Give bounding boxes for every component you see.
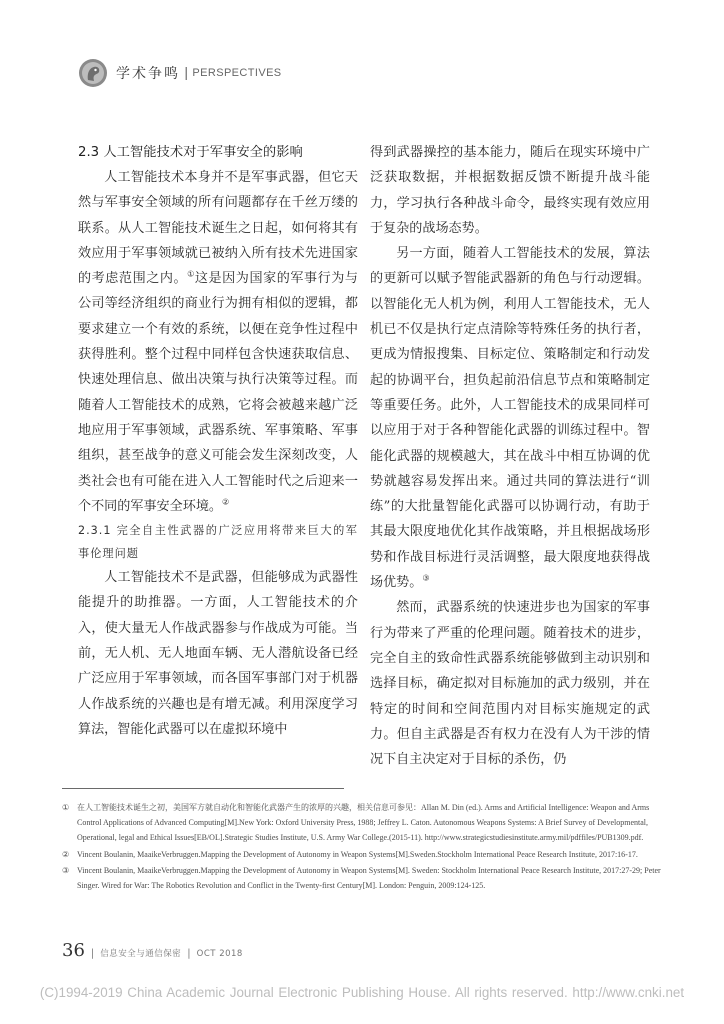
footnote-number: ① xyxy=(62,803,70,812)
footnote-text: Vincent Boulanin, MaaikeVerbruggen.Mapping the Development of Autonomy in Weapon Systems[M]. Sweden: Stockholm International Peace Research Institute, 2017:27-29; Peter Singer. Wired for War: The Robotics Revolution and Conflict in the Twenty-first Century[M]. London: Penguin, 2009:124-125. xyxy=(77,865,661,891)
footnote xyxy=(62,800,666,846)
section-title: 学术争鸣 xyxy=(116,66,180,82)
journal-logo-icon xyxy=(78,58,108,88)
page-number: 36 xyxy=(62,940,85,961)
paragraph xyxy=(370,241,650,595)
footnote-text: Vincent Boulanin, MaaikeVerbruggen.Mapping the Development of Autonomy in Weapon Systems[M].Sweden.Stockholm International Peace Research Institute, 2017:16-17. xyxy=(77,849,638,859)
page-footer xyxy=(62,940,243,961)
issue-date: OCT 2018 xyxy=(196,949,243,959)
left-column xyxy=(78,140,358,742)
paragraph-text: 人工智能技术本身并不是军事武器，但它天然与军事安全领域的所有问题都存在千丝万缕的联系。从人工智能技术诞生之日起，如何将其有效应用于军事领域就已被纳入所有技术先进国家的考虑范围之内。 xyxy=(78,170,358,287)
footer-separator: | xyxy=(90,948,95,959)
subsection-heading: 2.3.1 完全自主性武器的广泛应用将带来巨大的军事伦理问题 xyxy=(78,524,358,561)
footnote xyxy=(62,863,666,893)
running-header xyxy=(78,50,282,96)
copyright-watermark: (C)1994-2019 China Academic Journal Electronic Publishing House. All rights reserved. http://www.cnki.net xyxy=(39,985,685,1000)
footnote-ref[interactable]: ③ xyxy=(422,573,430,583)
footnote-number: ③ xyxy=(62,865,70,875)
footnotes xyxy=(62,800,666,894)
section-subtitle: PERSPECTIVES xyxy=(192,67,282,79)
footnote-text: 在人工智能技术诞生之初，美国军方就自动化和智能化武器产生的浓厚的兴趣，相关信息可参见：Allan M. Din (ed.). Arms and Artificial Intelligence: Weapon and Arms Control Applications of Advanced Computing[M].New York: Oxford University Press, 1988; Jeffrey L. Caton. Autonomous Weapons Systems: A Brief Survey of Developmental, Operational, legal and Ethical Issues[EB/OL].Strategic Studies Institute, U.S. Army War College.(2015-11). http://www.strategicstudiesinstitute.army.mil/pdffiles/PUB1309.pdf. xyxy=(77,803,650,843)
journal-name: 信息安全与通信保密 xyxy=(100,949,182,959)
footnote-number: ② xyxy=(62,849,70,859)
paragraph-continued: 得到武器操控的基本能力，随后在现实环境中广泛获取数据，并根据数据反馈不断提升战斗能力，学习执行各种战斗命令，最终实现有效应用于复杂的战场态势。 xyxy=(370,145,650,236)
footer-separator: | xyxy=(187,948,191,959)
section-heading: 2.3 人工智能技术对于军事安全的影响 xyxy=(78,145,303,160)
paragraph: 然而，武器系统的快速进步也为国家的军事行为带来了严重的伦理问题。随着技术的进步，完全自主的致命性武器系统能够做到主动识别和选择目标，确定拟对目标施加的武力级别，并在特定的时间和空间范围内对目标实施规定的武力。但自主武器是否有权力在没有人为干涉的情况下自主决定对于目标的杀伤，仍 xyxy=(370,600,650,768)
footnote-divider xyxy=(62,788,344,789)
header-separator: | xyxy=(184,65,189,81)
paragraph-text: 这是因为国家的军事行为与公司等经济组织的商业行为拥有相似的逻辑，都要求建立一个有效的系统，以便在竞争性过程中获得胜利。整个过程中同样包含快速获取信息、快速处理信息、做出决策与执行决策等过程。而随着人工智能技术的成熟，它将会被越来越广泛地应用于军事领域，武器系统、军事策略、军事组织，甚至战争的意义可能会发生深刻改变，人类社会也有可能在进入人工智能时代之后迎来一个不同的军事安全环境。 xyxy=(78,271,359,514)
paragraph xyxy=(78,165,358,519)
paragraph-text: 另一方面，随着人工智能技术的发展，算法的更新可以赋予智能武器新的角色与行动逻辑。以智能化无人机为例，利用人工智能技术，无人机已不仅是执行定点清除等特殊任务的执行者，更成为情报搜集、目标定位、策略制定和行动发起的协调平台，担负起前沿信息节点和策略制定等重要任务。此外，人工智能技术的成果同样可以应用于对于各种智能化武器的训练过程中。智能化武器的规模越大，其在战斗中相互协调的优势就越容易发挥出来。通过共同的算法进行“训练”的大批量智能化武器可以协调行动，有助于其最大限度地优化其作战策略，并且根据战场形势和作战目标进行灵活调整，最大限度地获得战场优势。 xyxy=(370,246,650,591)
footnote xyxy=(62,847,666,862)
footnote-ref[interactable]: ② xyxy=(222,497,230,507)
right-column xyxy=(370,140,650,772)
footnote-ref[interactable]: ① xyxy=(187,269,195,279)
paragraph: 人工智能技术不是武器，但能够成为武器性能提升的助推器。一方面，人工智能技术的介入，使大量无人作战武器参与作战成为可能。当前，无人机、无人地面车辆、无人潜航设备已经广泛应用于军事领域，而各国军事部门对于机器人作战系统的兴趣也是有增无减。利用深度学习算法，智能化武器可以在虚拟环境中 xyxy=(78,570,358,737)
